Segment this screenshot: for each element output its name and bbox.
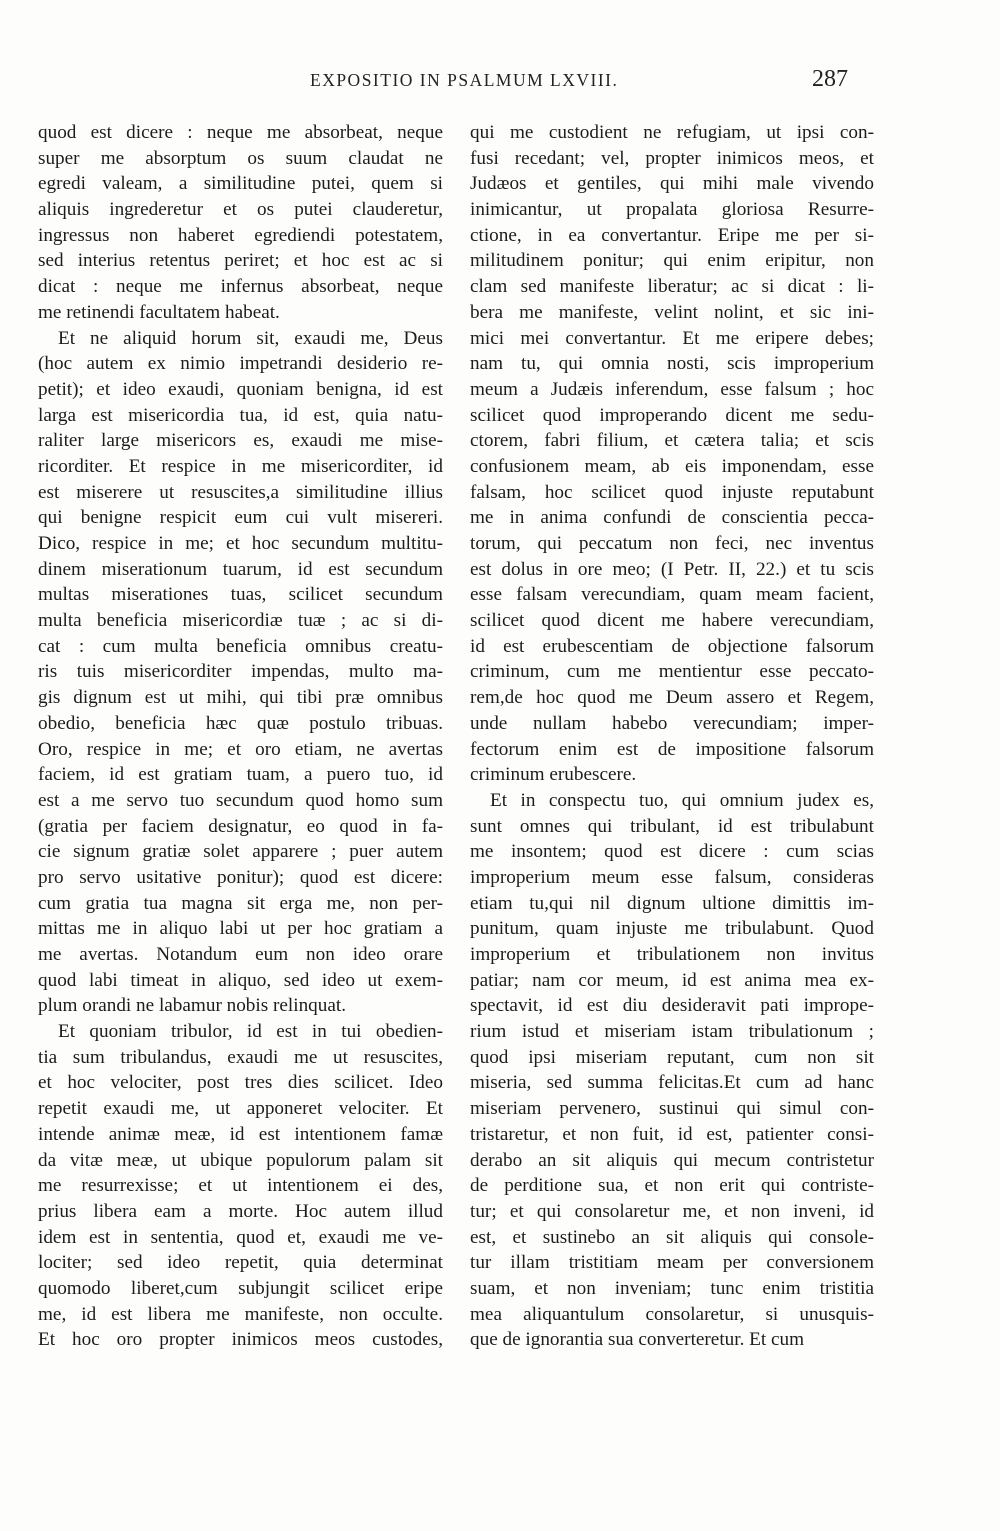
text-line: dicat : neque me infernus absorbeat, neque	[38, 276, 443, 298]
text-line: derabo an sit aliquis qui mecum contristetur	[470, 1149, 874, 1171]
text-line: cie signum gratiæ solet apparere ; puer autem	[38, 841, 443, 863]
left-column	[38, 120, 443, 1353]
text-line: quod ipsi miseriam reputant, cum non sit	[470, 1046, 874, 1068]
text-line: larga est misericordia tua, id est, quia natu-	[38, 404, 443, 426]
text-line: Et ne aliquid horum sit, exaudi me, Deus	[58, 327, 443, 349]
text-line: criminum, cum me mentientur esse peccato-	[470, 661, 874, 683]
text-line: qui benigne respicit eum cui vult misereri.	[38, 507, 443, 529]
text-line: me insontem; quod est dicere : cum scias	[470, 841, 874, 863]
text-line: tristaretur, et non fuit, id est, patienter consi-	[470, 1123, 874, 1145]
text-line: me in anima confundi de conscientia pecca-	[470, 507, 874, 529]
text-line: falsam, hoc scilicet quod injuste reputabunt	[470, 481, 874, 503]
text-line: cum gratia tua magna sit erga me, non per-	[38, 892, 443, 914]
text-line: suam, et non inveniam; tunc enim tristitia	[470, 1277, 874, 1299]
text-line: (gratia per faciem designatur, eo quod in fa-	[38, 815, 443, 837]
text-line: miseria, sed summa felicitas.Et cum ad hanc	[470, 1072, 874, 1094]
text-line: quod est dicere : neque me absorbeat, neque	[38, 122, 443, 143]
text-line: criminum erubescere.	[470, 764, 637, 786]
text-line: tur; et qui consolaretur me, et non inveni, id	[470, 1200, 874, 1222]
text-line: nam tu, qui omnia nosti, scis improperium	[470, 353, 874, 375]
text-line: raliter large misericors es, exaudi me mise-	[38, 430, 443, 452]
text-line: repetit exaudi me, ut apponeret velociter. Et	[38, 1098, 443, 1120]
text-line: me, id est libera me manifeste, non occulte.	[38, 1303, 443, 1325]
text-line: aliquis ingrederetur et os putei clauderetur,	[38, 199, 443, 221]
text-line: qui me custodient ne refugiam, ut ipsi con-	[470, 122, 874, 143]
text-line: sed interius retentus periret; et hoc est ac si	[38, 250, 443, 272]
text-line: torum, qui peccatum non feci, nec inventus	[470, 533, 874, 554]
text-line: clam sed manifeste liberatur; ac si dicat : li-	[470, 276, 874, 298]
text-line: Judæos et gentiles, qui mihi male vivendo	[470, 173, 874, 195]
text-line: Et hoc oro propter inimicos meos custodes,	[38, 1329, 443, 1351]
text-line: scilicet quod dicent me habere verecundiam,	[470, 610, 874, 632]
text-line: quod labi timeat in aliquo, sed ideo ut exem-	[38, 969, 443, 991]
text-line: multas miserationes tuas, scilicet secundum	[38, 584, 443, 606]
text-line: est dolus in ore meo; (I Petr. II, 22.) et tu scis	[470, 558, 874, 580]
text-line: patiar; nam cor meum, id est anima mea ex-	[470, 969, 874, 991]
text-line: mea aliquantulum consolaretur, si unusquis-	[470, 1303, 874, 1325]
text-line: meum a Judæis inferendum, esse falsum ; hoc	[470, 378, 874, 400]
text-line: super me absorptum os suum claudat ne	[38, 147, 443, 169]
text-line: improperium meum esse falsum, consideras	[470, 866, 874, 888]
text-line: de perditione sua, et non erit qui contriste-	[470, 1175, 874, 1197]
text-line: Oro, respice in me; et oro etiam, ne avertas	[38, 738, 443, 760]
text-line: multa beneficia misericordiæ tuæ ; ac si di-	[38, 610, 443, 632]
text-line: me retinendi facultatem habeat.	[38, 301, 280, 323]
text-line: egredi valeam, a similitudine putei, quem si	[38, 173, 443, 195]
text-line: lociter; sed ideo repetit, quia determinat	[38, 1252, 443, 1274]
text-line: confusionem meam, ab eis imponendam, esse	[470, 455, 874, 477]
text-line: est a me servo tuo secundum quod homo sum	[38, 789, 443, 811]
text-line: da vitæ meæ, ut ubique populorum palam sit	[38, 1149, 443, 1171]
text-line: idem est in sententia, quod et, exaudi me ve-	[38, 1226, 443, 1248]
text-line: est, et sustinebo an sit aliquis qui console-	[470, 1226, 874, 1248]
text-line: fusi recedant; vel, propter inimicos meos, et	[470, 147, 874, 169]
page-number: 287	[812, 66, 848, 92]
text-line: unde nullam habebo verecundiam; imper-	[470, 712, 874, 734]
text-line: rem,de hoc quod me Deum assero et Regem,	[470, 687, 874, 709]
text-line: ctione, in ea convertantur. Eripe me per si-	[470, 224, 874, 246]
text-line: rium istud et miseriam istam tribulationum ;	[470, 1021, 874, 1043]
text-line: scilicet quod improperando dicent me sedu-	[470, 404, 874, 426]
text-line: tur illam tristitiam meam per conversionem	[470, 1252, 874, 1274]
text-line: cat : cum multa beneficia omnibus creatu-	[38, 635, 443, 657]
text-line: id est erubescentiam de objectione falsorum	[470, 635, 874, 657]
text-line: punitum, quam injuste me tribulabunt. Quod	[470, 918, 874, 940]
right-column	[470, 120, 874, 1353]
text-line: dinem miserationum tuarum, id est secundum	[38, 558, 443, 580]
text-line: pro servo usitative ponitur); quod est dicere:	[38, 866, 443, 888]
text-line: prius libera eam a morte. Hoc autem illud	[38, 1200, 443, 1222]
text-line: faciem, id est gratiam tuam, a puero tuo, id	[38, 764, 443, 786]
text-line: me resurrexisse; et ut intentionem ei des,	[38, 1175, 443, 1197]
text-line: intende animæ meæ, id est intentionem famæ	[38, 1123, 443, 1145]
text-line: tia sum tribulandus, exaudi me ut resuscites,	[38, 1046, 443, 1068]
text-line: obedio, beneficia hæc quæ postulo tribuas.	[38, 712, 443, 734]
text-line: plum orandi ne labamur nobis relinquat.	[38, 995, 346, 1017]
text-line: fectorum enim est de impositione falsorum	[470, 738, 874, 760]
text-line: miseriam pervenero, sustinui qui simul con-	[470, 1098, 874, 1120]
text-line: esse falsam verecundiam, quam meam facient,	[470, 584, 874, 606]
text-line: petit); et ideo exaudi, quoniam benigna, id est	[38, 378, 443, 400]
text-line: spectavit, id est diu desideravit pati impropе-	[470, 995, 874, 1017]
text-line: gis dignum est ut mihi, qui tibi præ omnibus	[38, 687, 443, 709]
text-line: me avertas. Notandum eum non ideo orare	[38, 944, 443, 965]
text-line: improperium et tribulationem non invitus	[470, 944, 874, 965]
text-line: ingressus non haberet egrediendi potestatem,	[38, 224, 443, 246]
text-line: bera me manifeste, velint nolint, et sic ini-	[470, 301, 874, 323]
text-line: quomodo liberet,cum subjungit scilicet eripe	[38, 1277, 443, 1299]
text-line: sunt omnes qui tribulant, id est tribulabunt	[470, 815, 874, 837]
text-line: (hoc autem ex nimio impetrandi desiderio re-	[38, 353, 443, 375]
text-line: et hoc velociter, post tres dies scilicet. Ideo	[38, 1072, 443, 1094]
text-line: ris tuis misericorditer impendas, multo ma-	[38, 661, 443, 683]
text-line: ricorditer. Et respice in me misericorditer, id	[38, 455, 443, 477]
text-line: mittas me in aliquo labi ut per hoc gratiam a	[38, 918, 443, 940]
text-line: Dico, respice in me; et hoc secundum multitu-	[38, 533, 443, 554]
text-line: mici mei convertantur. Et me eripere debes;	[470, 327, 874, 349]
text-line: militudinem ponitur; qui enim eripitur, non	[470, 250, 874, 272]
text-line: etiam tu,qui nil dignum ultione dimittis im-	[470, 892, 874, 914]
text-line: Et quoniam tribulor, id est in tui obedien-	[58, 1021, 443, 1043]
text-line: ctorem, fabri filium, et cætera talia; et scis	[470, 430, 874, 452]
text-line: Et in conspectu tuo, qui omnium judex es,	[490, 789, 874, 811]
text-line: inimicantur, ut propalata gloriosa Resurre-	[470, 199, 874, 221]
text-line: est miserere ut resuscites,a similitudine illius	[38, 481, 443, 503]
running-title: EXPOSITIO IN PSALMUM LXVIII.	[310, 70, 619, 90]
text-line: que de ignorantia sua converteretur. Et cum	[470, 1329, 805, 1351]
